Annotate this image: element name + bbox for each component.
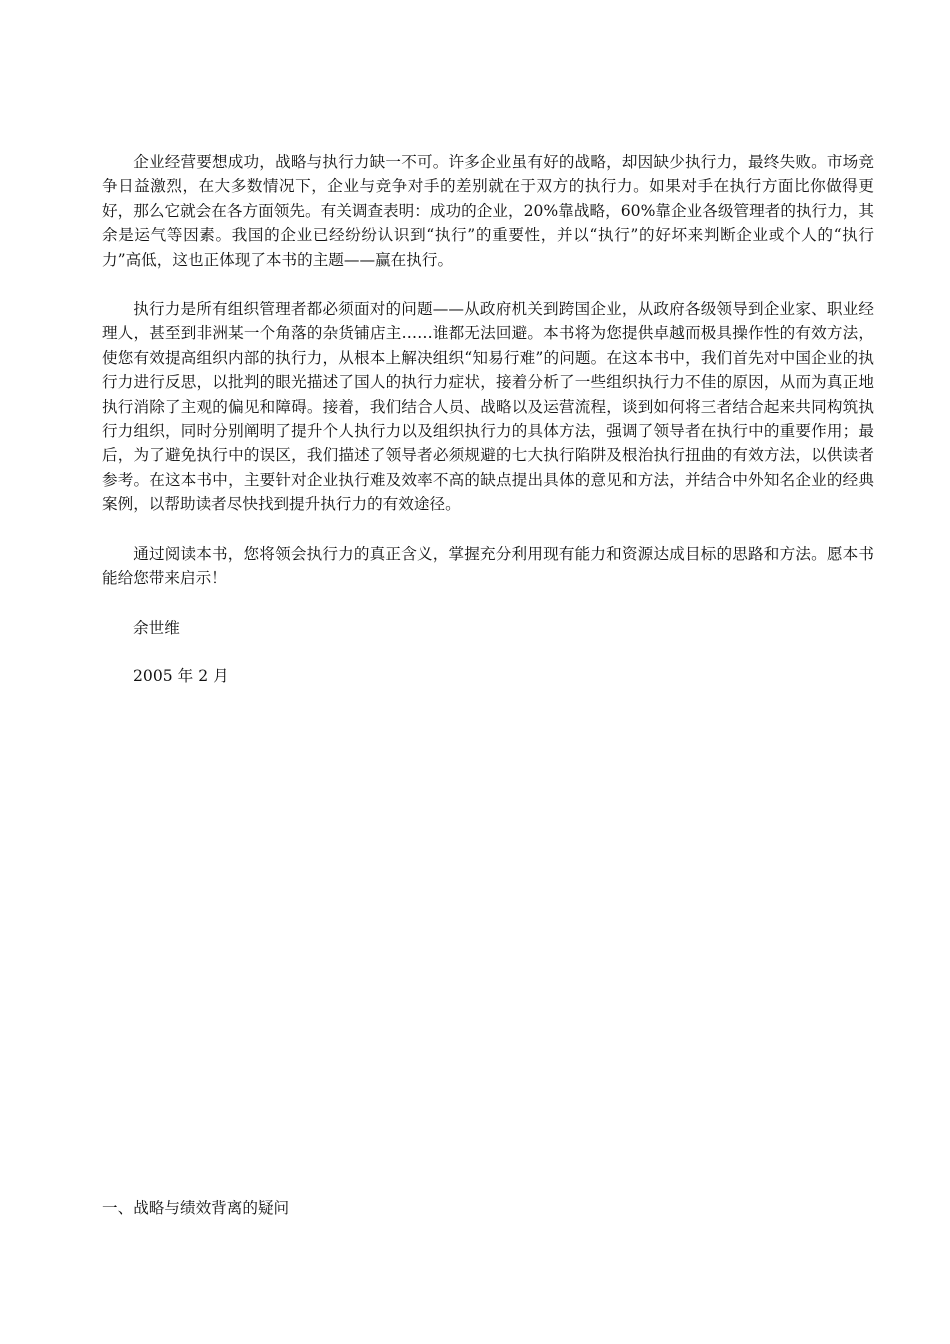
preface-body (102, 150, 874, 712)
preface-paragraph-1: 企业经营要想成功，战略与执行力缺一不可。许多企业虽有好的战略，却因缺少执行力，最终失败。市场竞争日益激烈，在大多数情况下，企业与竞争对手的差别就在于双方的执行力。如果对手在执行方面比你做得更好，那么它就会在各方面领先。有关调查表明：成功的企业，20%靠战略，60%靠企业各级管理者的执行力，其余是运气等因素。我国的企业已经纷纷认识到“执行”的重要性，并以“执行”的好坏来判断企业或个人的“执行力”高低，这也正体现了本书的主题——赢在执行。 (102, 153, 874, 269)
preface-date: 2005 年 2 月 (133, 666, 229, 685)
preface-paragraph-2: 执行力是所有组织管理者都必须面对的问题——从政府机关到跨国企业，从政府各级领导到企业家、职业经理人，甚至到非洲某一个角落的杂货铺店主……谁都无法回避。本书将为您提供卓越而极具操作性的有效方法，使您有效提高组织内部的执行力，从根本上解决组织“知易行难”的问题。在这本书中，我们首先对中国企业的执行力进行反思，以批判的眼光描述了国人的执行力症状，接着分析了一些组织执行力不佳的原因，从而为真正地执行消除了主观的偏见和障碍。接着，我们结合人员、战略以及运营流程，谈到如何将三者结合起来共同构筑执行力组织，同时分别阐明了提升个人执行力以及组织执行力的具体方法，强调了领导者在执行中的重要作用；最后，为了避免执行中的误区，我们描述了领导者必须规避的七大执行陷阱及根治执行扭曲的有效方法，以供读者参考。在这本书中，主要针对企业执行难及效率不高的缺点提出具体的意见和方法，并结合中外知名企业的经典案例，以帮助读者尽快找到提升执行力的有效途径。 (102, 300, 874, 514)
preface-author: 余世维 (133, 618, 180, 637)
section-heading: 一、战略与绩效背离的疑问 (102, 1199, 290, 1217)
preface-paragraph-3: 通过阅读本书，您将领会执行力的真正含义，掌握充分利用现有能力和资源达成目标的思路和方法。愿本书能给您带来启示！ (102, 544, 874, 588)
